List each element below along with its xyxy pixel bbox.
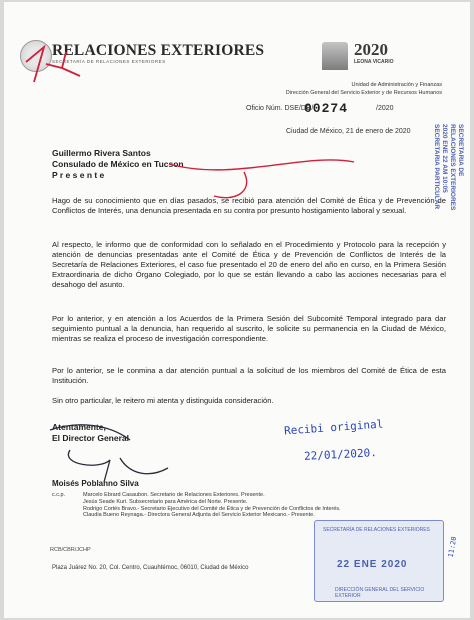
handwritten-date: 22/01/2020.	[303, 446, 378, 463]
stamp-line: RELACIONES EXTERIORES	[449, 124, 456, 211]
recipient-title: Consulado de México en Tucson	[52, 159, 184, 169]
body-paragraph: Sin otro particular, le reitero mi atenta y distinguida consideración.	[52, 396, 274, 405]
stamp-date: 22 ENE 2020	[337, 559, 408, 570]
ccp-line: Claudia Bueno Reynaga.- Directora General Adjunta del Servicio Exterior Mexicano.- Presente.	[83, 512, 315, 519]
body-paragraph: Al respecto, le informo que de conformidad con lo señalado en el Procedimiento y Protocolo para la recepción y atención de denuncias presentadas ante el Comité de Ética y de Prevención de Conflictos de Interés de la Secretaría de Relaciones Exteriores, el caso fue presentado el 20 de enero del año en curso, en la Primera Sesión Extraordinaria de dicho Órgano Colegiado, por lo que se están llevando a cabo las acciones necesarias para el desahogo del asunto.	[52, 240, 446, 289]
body-paragraph: Por lo anterior, y en atención a los Acuerdos de la Primera Sesión del Subcomité Temporal integrado para dar seguimiento puntual a la denuncia, han requerido al suscrito, le solicite su permanencia en la Ciudad de México, mientras se realiza el proceso de investigación correspondiente.	[52, 314, 446, 343]
year-logo-subtitle: LEONA VICARIO	[354, 59, 394, 65]
reception-stamp-bottom	[314, 520, 444, 602]
document-page	[4, 2, 470, 618]
body-paragraph: Hago de su conocimiento que en días pasados, se recibió para atención del Comité de Ética y de Prevención de Conflictos de Interés, una denuncia presentada en su contra por presunto hostigamiento laboral y sexual.	[52, 196, 446, 215]
stamp-text: SECRETARÍA DE RELACIONES EXTERIORES	[323, 527, 430, 533]
closing-line: El Director General	[52, 433, 130, 443]
unit-line: Unidad de Administración y Finanzas	[351, 82, 442, 88]
ccp-line: Jesús Seade Kuri. Subsecretario para América del Norte. Presente.	[83, 498, 248, 505]
oficio-year: /2020	[376, 105, 394, 112]
body-paragraph: Por lo anterior, se le conmina a dar atención puntual a la solicitud de los miembros del Comité de Ética de esta Institución.	[52, 366, 446, 385]
handwritten-time: 11:20	[446, 535, 459, 559]
recipient-presente: P r e s e n t e	[52, 170, 105, 180]
stamp-text: DIRECCIÓN GENERAL DEL SERVICIO EXTERIOR	[335, 587, 425, 599]
year-logo: 2020	[354, 40, 388, 59]
stamp-line: 2020 ENE 22 AM 10:05	[441, 124, 448, 193]
brand-subtitle: SECRETARÍA DE RELACIONES EXTERIORES	[52, 59, 166, 64]
letter-date: Ciudad de México, 21 de enero de 2020	[286, 128, 411, 135]
closing-line: Atentamente,	[52, 422, 106, 432]
stamp-line: SECRETARIA PARTICULAR	[433, 124, 440, 210]
unit-line: Dirección General del Servicio Exterior y de Recursos Humanos	[285, 89, 442, 96]
ccp-line: Marcelo Ebrard Casaubon. Secretario de Relaciones Exteriores. Presente.	[83, 492, 265, 498]
reception-stamp-side	[392, 124, 464, 211]
signer-name: Moisés Poblanno Silva	[52, 479, 139, 488]
oficio-label: Oficio Núm. DSE/DG/	[246, 105, 314, 112]
recipient-name: Guillermo Rivera Santos	[52, 148, 151, 158]
footer-address: Plaza Juárez No. 20, Col. Centro, Cuauhtémoc, 06010, Ciudad de México	[52, 565, 249, 571]
reference-initials: RCB/CBR/JCHP	[50, 547, 91, 553]
brand-title: RELACIONES EXTERIORES	[52, 42, 265, 59]
handwritten-note: Recibi original	[283, 417, 384, 438]
oficio-number: 00274	[304, 101, 349, 116]
ccp-line: Rodrigo Cortés Bravo.- Secretario Ejecutivo del Comité de Ética y de Prevención de Conflictos de Interés.	[83, 505, 341, 512]
ccp-label: c.c.p.	[52, 492, 66, 498]
stamp-line: SECRETARIA DE	[457, 124, 464, 177]
